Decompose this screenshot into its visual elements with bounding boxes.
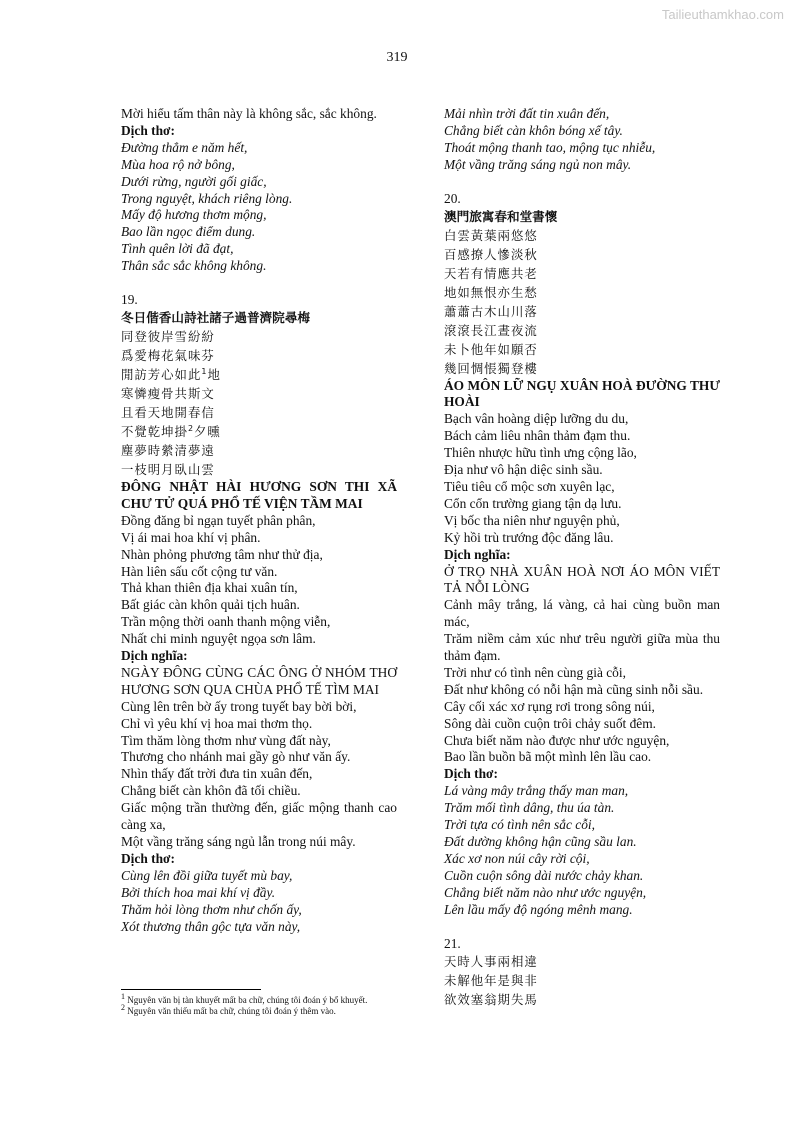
footnote: $^1$ Nguyên văn bị tàn khuyết mất ba chữ, chúng tôi đoán ý bổ khuyết. [121,992,368,1005]
han-line: 蕭蕭古木山川落 [444,303,538,319]
han-line: 未解他年是與非 [444,973,538,989]
meaning-line: Đất như không có nỗi hận mà cũng sinh nỗi sầu. [444,681,704,697]
poem-20-translation [444,783,720,918]
han-poem-21 [444,952,720,1009]
poem-line: Cuồn cuộn sông dài nước chảy khan. [444,867,644,883]
meaning-line: Giấc mộng trần thường đến, giấc mộng thanh cao càng xa, [121,800,397,833]
poem-line: Bạch vân hoàng diệp lưỡng du du, [444,411,629,427]
watermark: Tailieuthamkhao.com [661,7,784,22]
han-title: 澳門旅寓春和堂書懷 [444,208,558,224]
phonetic-poem-19 [121,513,397,648]
poem-18-translation [121,140,397,275]
poem-line: Xác xơ non núi cây rời cội, [444,850,590,866]
meaning-line: Chưa biết năm nào được như ước nguyện, [444,732,670,748]
meaning-line: Trăm niềm cảm xúc như trêu người giữa mùa thu thảm đạm. [444,631,720,664]
han-line: 欲效塞翁期失馬 [444,992,538,1008]
poem-line: Hàn liên sấu cốt cộng tư văn. [121,563,278,579]
meaning-title: NGÀY ĐÔNG CÙNG CÁC ÔNG Ở NHÓM THƠ HƯƠNG SƠN QUA CHÙA PHỔ TẾ TÌM MAI [121,664,397,697]
left-column [121,106,397,935]
poem-line: Chẳng biết càn khôn bóng xế tây. [444,122,623,138]
poem-line: Đất dường không hận cũng sầu lan. [444,834,637,849]
meaning-line: Bao lần buồn bã một mình lên lầu cao. [444,749,652,765]
poem-line: Cổn cổn trường giang tận dạ lưu. [444,495,622,511]
poem-line: Chẳng biết năm nào như ước nguyện, [444,884,647,900]
meaning-line: Tìm thăm lòng thơm như vùng đất này, [121,732,331,748]
han-line: 且看天地開春信 [121,404,215,420]
meaning-label: Dịch nghĩa: [121,648,188,664]
han-line: 不覺乾坤掛$^2$夕曛 [121,423,221,439]
poem-line: Thả khan thiên địa khai xuân tín, [121,580,298,596]
han-line: 百感撩人慘淡秋 [444,246,538,262]
han-line: 天若有情應共老 [444,265,538,281]
poem-label: Dịch thơ: [121,122,175,138]
meaning-line: Cây cối xác xơ rụng rơi trong sông núi, [444,698,655,714]
poem-line: Tiêu tiêu cổ mộc sơn xuyên lạc, [444,478,615,494]
footnote-ref: 2 [187,423,195,433]
poem-line: Trần mộng thời oanh thanh mộng viễn, [121,614,331,630]
poem-line: Bách cảm liêu nhân thảm đạm thu. [444,428,631,444]
han-poem-19 [121,327,397,479]
right-column [444,106,720,1009]
meaning-line: Nhìn thấy đất trời đưa tin xuân đến, [121,766,313,782]
han-line: 閒訪芳心如此$^1$地 [121,366,221,382]
poem-line: Trăm mối tình dâng, thu úa tàn. [444,800,615,816]
poem-line: Tình quên lời đã đạt, [121,241,234,257]
poem-line: Lá vàng mây trắng thấy man man, [444,783,629,799]
poem-line: Thăm hỏi lòng thơm như chốn ấy, [121,901,302,917]
meaning-line: Cùng lên trên bờ ấy trong tuyết bay bời bời, [121,698,357,714]
phonetic-poem-20 [444,411,720,546]
han-line: 一枝明月臥山雲 [121,461,215,477]
poem-line: Vị bốc tha niên như nguyện phủ, [444,512,620,528]
han-line: 未卜他年如願否 [444,341,538,357]
han-line: 地如無恨亦生愁 [444,284,538,300]
footnote-ref: 1 [201,366,208,376]
poem-line: Bao lần ngọc điểm dung. [121,224,256,240]
viet-title: ĐÔNG NHẬT HÀI HƯƠNG SƠN THI XÃ CHƯ TỬ QUÁ PHỔ TẾ VIỆN TẦM MAI [121,478,397,511]
han-line: 幾回惆悵獨登樓 [444,360,538,376]
poem-line: Vị ái mai hoa khí vị phân. [121,529,261,545]
poem-19-translation-part2 [444,106,720,174]
han-line: 滾滾長江晝夜流 [444,322,538,338]
poem-line: Thoát mộng thanh tao, mộng tục nhiễu, [444,139,656,155]
footnotes [121,992,397,1017]
poem-line: Đồng đăng bỉ ngạn tuyết phân phân, [121,512,316,528]
meaning-20 [444,597,720,766]
poem-line: Bất giác càn khôn quải tịch huân. [121,597,300,613]
han-line: 天時人事兩相違 [444,954,538,970]
poem-number: 21. [444,935,461,951]
poem-line: Mùa hoa rộ nở bông, [121,156,235,172]
meaning-line: Trời như có tình nên cùng già cỗi, [444,664,626,680]
poem-line: Thân sắc sắc không không. [121,258,267,274]
viet-title: ÁO MÔN LỮ NGỤ XUÂN HOÀ ĐƯỜNG THƯ HOÀI [444,377,720,410]
han-line: 同登彼岸雪紛紛 [121,328,215,344]
meaning-line: Chỉ vì yêu khí vị hoa mai thơm thọ. [121,715,313,731]
han-line: 寒憐瘦骨共斯文 [121,385,215,401]
han-poem-20 [444,226,720,378]
meaning-title: Ở TRỌ NHÀ XUÂN HOÀ NƠI ÁO MÔN VIẾT TẢ NỖI LÒNG [444,563,720,596]
footnote: $^2$ Nguyên văn thiếu mất ba chữ, chúng tôi đoán ý thêm vào. [121,1003,336,1016]
meaning-line: Một vầng trăng sáng ngủ lẫn trong núi mây. [121,834,356,849]
han-title: 冬日偕香山詩社諸子過普濟院尋梅 [121,309,310,325]
poem-line: Nhất chi minh nguyệt ngọa sơn lâm. [121,631,316,647]
poem-line: Cùng lên đồi giữa tuyết mù bay, [121,867,293,883]
poem-number: 19. [121,292,138,308]
page-number: 319 [386,50,408,65]
meaning-line: Cảnh mây trắng, lá vàng, cả hai cùng buồn man mác, [444,597,720,630]
poem-line: Thiên nhược hữu tình ưng cộng lão, [444,445,637,461]
poem-line: Nhàn phỏng phương tâm như thử địa, [121,546,323,562]
meaning-label: Dịch nghĩa: [444,546,511,562]
poem-line: Trời tựa có tình nên sắc cỗi, [444,817,595,833]
poem-line: Kỷ hồi trù trướng độc đăng lâu. [444,529,614,545]
meaning-line: Sông dài cuồn cuộn trôi chảy suốt đêm. [444,715,656,731]
poem-line: Địa như vô hận diệc sinh sầu. [444,462,603,478]
poem-line: Lên lầu mấy độ ngóng mênh mang. [444,901,633,917]
han-line: 塵夢時縈清夢遠 [121,442,215,458]
meaning-line: Thương cho nhánh mai gầy gò như văn ấy. [121,749,351,765]
poem-label: Dịch thơ: [121,850,175,866]
poem-line: Mấy độ hương thơm mộng, [121,207,267,223]
poem-number: 20. [444,190,461,206]
intro-text: Mời hiểu tấm thân này là không sắc, sắc không. [121,106,377,121]
poem-line: Đường thẳm e năm hết, [121,139,248,155]
han-line: 白雲黃葉兩悠悠 [444,227,538,243]
poem-line: Bởi thích hoa mai khí vị đầy. [121,884,276,900]
poem-19-translation-part1 [121,868,397,936]
poem-line: Xót thương thân gộc tựa văn này, [121,918,301,934]
han-line: 爲愛梅花氣味芬 [121,347,215,363]
poem-line: Mải nhìn trời đất tin xuân đến, [444,106,610,121]
poem-line: Trong nguyệt, khách riêng lòng. [121,190,293,206]
meaning-line: Chẳng biết càn khôn đã tối chiều. [121,783,301,799]
poem-label: Dịch thơ: [444,766,498,782]
poem-line: Một vầng trăng sáng ngủ non mây. [444,156,632,172]
meaning-19 [121,699,397,851]
footnote-divider [121,989,261,990]
poem-line: Dưới rừng, người gối giấc, [121,173,267,189]
